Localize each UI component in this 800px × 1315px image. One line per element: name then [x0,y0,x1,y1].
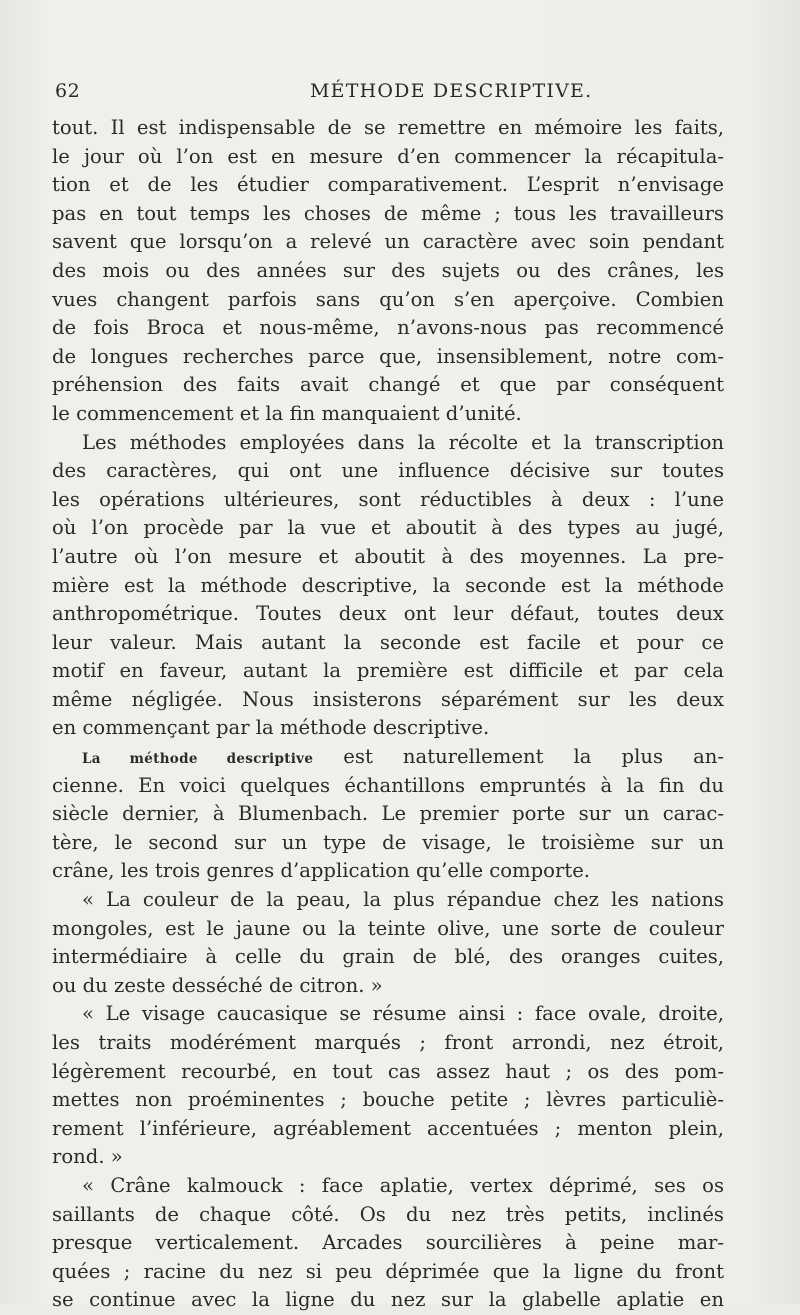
text-line: mière est la méthode descriptive, la seconde est la méthode [52,573,724,597]
text-line: presque verticalement. Arcades sourcilières à peine mar- [52,1231,724,1255]
text-line: crâne, les trois genres d’application qu’elle comporte. [52,859,591,883]
text-line: le commencement et la fin manquaient d’unité. [52,401,522,425]
text-line-rest: est naturellement la plus an- [343,745,725,769]
text-line: Les méthodes employées dans la récolte et la transcription [82,430,724,454]
text-line: des mois ou des années sur des sujets ou des crânes, les [52,258,724,282]
text-line: rement l’inférieure, agréablement accentuées ; menton plein, [52,1116,724,1140]
text-line: de longues recherches parce que, insensiblement, notre com- [52,344,724,368]
text-line: pas en tout temps les choses de même ; tous les travailleurs [52,201,724,225]
text-line: saillants de chaque côté. Os du nez très petits, inclinés [52,1202,724,1226]
text-line: en commençant par la méthode descriptive. [52,716,490,740]
text-line: leur valeur. Mais autant la seconde est facile et pour ce [52,630,724,654]
text-line: « La couleur de la peau, la plus répandue chez les nations [82,888,724,912]
text-line: même négligée. Nous insisterons séparément sur les deux [52,687,724,711]
text-line: préhension des faits avait changé et que par conséquent [52,373,724,397]
section-lead: La méthode descriptive [82,751,314,768]
text-line: le jour où l’on est en mesure d’en commencer la récapitula- [52,144,724,168]
text-line: des caractères, qui ont une influence décisive sur toutes [52,459,724,483]
text-line: les opérations ultérieures, sont réductibles à deux : l’une [52,487,724,511]
text-line: vues changent parfois sans qu’on s’en aperçoive. Combien [52,287,724,311]
text-line: les traits modérément marqués ; front arrondi, nez étroit, [52,1031,724,1054]
text-line: mongoles, est le jaune ou la teinte olive, une sorte de couleur [52,916,724,940]
text-line: rond. » [52,1145,123,1169]
text-line [52,743,724,772]
text-line: tout. Il est indispensable de se remettre en mémoire les faits, [52,116,724,139]
page-number: 62 [55,80,81,102]
body-text [52,114,732,1315]
text-line: mettes non proéminentes ; bouche petite ; lèvres particuliè- [52,1088,724,1112]
text-line: motif en faveur, autant la première est difficile et par cela [52,659,724,683]
text-line: où l’on procède par la vue et aboutit à des types au jugé, [52,516,724,540]
text-line: légèrement recourbé, en tout cas assez haut ; os des pom- [52,1059,724,1083]
text-line: siècle dernier, à Blumenbach. Le premier porte sur un carac- [52,802,724,826]
text-line: « Crâne kalmouck : face aplatie, vertex déprimé, ses os [82,1173,724,1197]
text-line: cienne. En voici quelques échantillons empruntés à la fin du [52,773,724,797]
text-line: se continue avec la ligne du nez sur la glabelle aplatie en [52,1288,724,1312]
text-line: tère, le second sur un type de visage, le troisième sur un [52,830,724,854]
text-line: de fois Broca et nous-même, n’avons-nous pas recommencé [52,316,724,340]
text-line: anthropométrique. Toutes deux ont leur défaut, toutes deux [52,602,724,626]
text-line: quées ; racine du nez si peu déprimée que la ligne du front [52,1259,724,1283]
text-line: savent que lorsqu’on a relevé un caractère avec soin pendant [52,230,724,254]
text-line: tion et de les étudier comparativement. L’esprit n’envisage [52,173,724,197]
text-line: « Le visage caucasique se résume ainsi : face ovale, droite, [82,1002,724,1026]
running-title: MÉTHODE DESCRIPTIVE. [310,80,593,102]
text-line: ou du zeste desséché de citron. » [52,973,383,997]
running-head [55,80,745,110]
text-line: intermédiaire à celle du grain de blé, des oranges cuites, [52,945,724,969]
text-line: l’autre où l’on mesure et aboutit à des moyennes. La pre- [52,544,724,568]
